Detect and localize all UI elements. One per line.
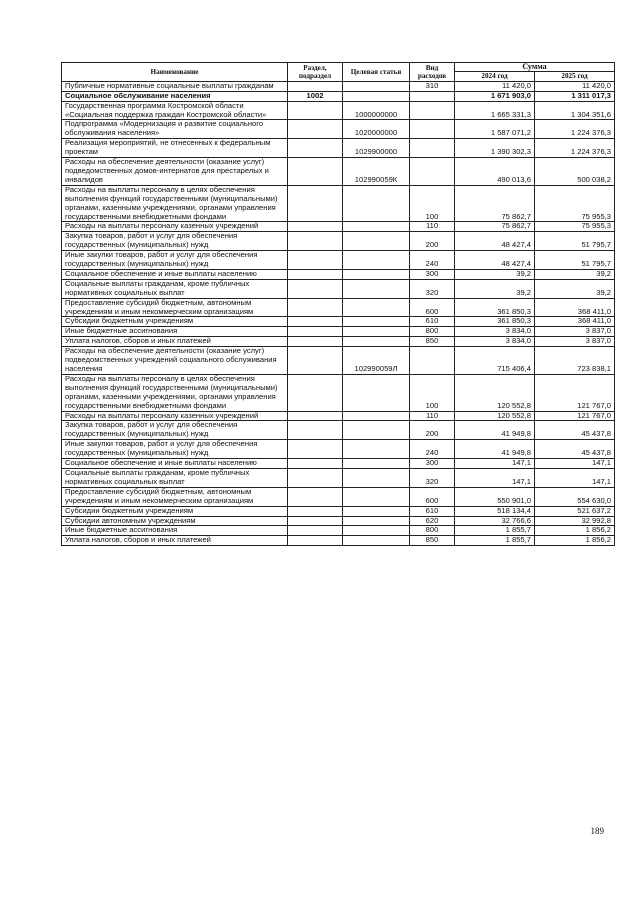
table-row: [62, 536, 615, 546]
row-sum-2024: 1 587 071,2: [455, 120, 535, 139]
row-type: 600: [410, 298, 455, 317]
row-section: [288, 81, 343, 91]
row-target: [343, 468, 410, 487]
row-name: Уплата налогов, сборов и иных платежей: [62, 337, 288, 347]
row-sum-2025: 1 856,2: [535, 536, 615, 546]
table-row: [62, 120, 615, 139]
table-row: [62, 516, 615, 526]
row-section: [288, 269, 343, 279]
table-row: [62, 374, 615, 411]
row-target: [343, 81, 410, 91]
row-target: [343, 279, 410, 298]
row-target: [343, 251, 410, 270]
row-type: 610: [410, 506, 455, 516]
row-sum-2025: 1 311 017,3: [535, 91, 615, 101]
row-type: 110: [410, 222, 455, 232]
row-target: [343, 185, 410, 222]
row-sum-2024: 75 862,7: [455, 222, 535, 232]
row-sum-2024: 147,1: [455, 468, 535, 487]
table-row: [62, 327, 615, 337]
table-row: [62, 81, 615, 91]
header-2025: 2025 год: [535, 72, 615, 81]
table-row: [62, 91, 615, 101]
row-sum-2024: 39,2: [455, 269, 535, 279]
row-type: 800: [410, 327, 455, 337]
row-sum-2025: 723 838,1: [535, 347, 615, 375]
row-name: Расходы на обеспечение деятельности (оказание услуг) подведомственных домов-интернатов для престарелых и инвалидов: [62, 158, 288, 186]
row-sum-2025: 147,1: [535, 468, 615, 487]
row-sum-2025: 75 955,3: [535, 222, 615, 232]
row-type: 200: [410, 232, 455, 251]
row-target: 1020000000: [343, 120, 410, 139]
row-sum-2024: 120 552,8: [455, 374, 535, 411]
row-type: 320: [410, 468, 455, 487]
table-row: [62, 158, 615, 186]
table-row: [62, 526, 615, 536]
row-sum-2025: 554 630,0: [535, 487, 615, 506]
row-sum-2025: 39,2: [535, 269, 615, 279]
table-row: [62, 298, 615, 317]
table-row: [62, 459, 615, 469]
table-row: [62, 421, 615, 440]
row-type: 620: [410, 516, 455, 526]
row-sum-2024: 550 901,0: [455, 487, 535, 506]
row-target: [343, 536, 410, 546]
row-name: Реализация мероприятий, не отнесенных к федеральным проектам: [62, 139, 288, 158]
row-name: Иные закупки товаров, работ и услуг для обеспечения государственных (муниципальных) нужд: [62, 440, 288, 459]
row-sum-2024: 3 834,0: [455, 327, 535, 337]
row-sum-2025: 75 955,3: [535, 185, 615, 222]
row-sum-2024: 490 013,6: [455, 158, 535, 186]
row-type: [410, 158, 455, 186]
row-sum-2024: 41 949,8: [455, 421, 535, 440]
row-sum-2025: 3 837,0: [535, 327, 615, 337]
row-type: [410, 101, 455, 120]
row-section: [288, 101, 343, 120]
row-sum-2025: 500 038,2: [535, 158, 615, 186]
row-sum-2025: 147,1: [535, 459, 615, 469]
row-type: 240: [410, 251, 455, 270]
row-name: Государственная программа Костромской области «Социальная поддержка граждан Костромской области»: [62, 101, 288, 120]
row-sum-2025: 32 992,8: [535, 516, 615, 526]
row-section: [288, 158, 343, 186]
table-row: [62, 222, 615, 232]
row-target: [343, 440, 410, 459]
table-row: [62, 468, 615, 487]
table-row: [62, 269, 615, 279]
table-row: [62, 506, 615, 516]
row-sum-2024: 41 949,8: [455, 440, 535, 459]
row-section: [288, 526, 343, 536]
row-type: 850: [410, 536, 455, 546]
row-name: Социальное обеспечение и иные выплаты населению: [62, 269, 288, 279]
row-name: Иные бюджетные ассигнования: [62, 327, 288, 337]
row-name: Публичные нормативные социальные выплаты гражданам: [62, 81, 288, 91]
row-name: Субсидии бюджетным учреждениям: [62, 506, 288, 516]
row-target: [343, 91, 410, 101]
row-sum-2025: 45 437,8: [535, 440, 615, 459]
table-header: [62, 63, 615, 82]
row-sum-2025: 51 795,7: [535, 251, 615, 270]
row-sum-2025: 1 224 376,3: [535, 120, 615, 139]
row-sum-2025: 3 837,0: [535, 337, 615, 347]
row-sum-2024: 120 552,8: [455, 411, 535, 421]
row-type: 600: [410, 487, 455, 506]
row-sum-2024: 715 406,4: [455, 347, 535, 375]
header-section: Раздел, подраздел: [288, 63, 343, 82]
row-name: Социальные выплаты гражданам, кроме публичных нормативных социальных выплат: [62, 279, 288, 298]
header-sum: Сумма: [455, 63, 615, 72]
row-target: [343, 421, 410, 440]
row-type: 850: [410, 337, 455, 347]
row-target: [343, 298, 410, 317]
header-name: Наименование: [62, 63, 288, 82]
row-name: Субсидии бюджетным учреждениям: [62, 317, 288, 327]
row-type: 110: [410, 411, 455, 421]
row-sum-2024: 75 862,7: [455, 185, 535, 222]
row-section: [288, 139, 343, 158]
row-target: [343, 317, 410, 327]
row-section: [288, 506, 343, 516]
row-section: [288, 374, 343, 411]
row-target: 102990059Л: [343, 347, 410, 375]
table-row: [62, 411, 615, 421]
row-sum-2025: 521 637,2: [535, 506, 615, 516]
page-number: 189: [590, 826, 604, 836]
row-name: Иные бюджетные ассигнования: [62, 526, 288, 536]
row-name: Закупка товаров, работ и услуг для обеспечения государственных (муниципальных) нужд: [62, 421, 288, 440]
row-type: 100: [410, 185, 455, 222]
row-type: [410, 120, 455, 139]
row-section: [288, 279, 343, 298]
budget-table: [61, 62, 615, 546]
row-sum-2024: 1 390 302,3: [455, 139, 535, 158]
row-name: Расходы на выплаты персоналу казенных учреждений: [62, 411, 288, 421]
row-sum-2025: 1 304 351,6: [535, 101, 615, 120]
row-target: [343, 374, 410, 411]
row-sum-2024: 1 855,7: [455, 536, 535, 546]
row-sum-2025: 11 420,0: [535, 81, 615, 91]
row-section: [288, 317, 343, 327]
row-target: [343, 222, 410, 232]
header-target: Целевая статья: [343, 63, 410, 82]
row-sum-2025: 45 437,8: [535, 421, 615, 440]
row-section: [288, 232, 343, 251]
row-type: 100: [410, 374, 455, 411]
row-sum-2024: 32 766,6: [455, 516, 535, 526]
row-section: [288, 440, 343, 459]
row-section: [288, 421, 343, 440]
table-row: [62, 279, 615, 298]
row-type: 800: [410, 526, 455, 536]
row-sum-2024: 361 850,3: [455, 298, 535, 317]
header-2024: 2024 год: [455, 72, 535, 81]
row-type: 300: [410, 269, 455, 279]
row-target: [343, 411, 410, 421]
row-type: 310: [410, 81, 455, 91]
table-row: [62, 317, 615, 327]
row-sum-2024: 1 855,7: [455, 526, 535, 536]
row-target: 1000000000: [343, 101, 410, 120]
row-section: [288, 487, 343, 506]
table-row: [62, 337, 615, 347]
row-section: [288, 185, 343, 222]
row-section: [288, 222, 343, 232]
table-row: [62, 251, 615, 270]
row-type: 200: [410, 421, 455, 440]
row-sum-2024: 11 420,0: [455, 81, 535, 91]
row-name: Иные закупки товаров, работ и услуг для обеспечения государственных (муниципальных) нужд: [62, 251, 288, 270]
row-sum-2025: 39,2: [535, 279, 615, 298]
row-section: [288, 120, 343, 139]
row-type: 300: [410, 459, 455, 469]
row-target: 1029900000: [343, 139, 410, 158]
row-name: Социальные выплаты гражданам, кроме публичных нормативных социальных выплат: [62, 468, 288, 487]
row-name: Расходы на выплаты персоналу в целях обеспечения выполнения функций государственными (муниципальными) органами, казенными учреждениями, органами управления государственными внебюджетными фондами: [62, 185, 288, 222]
row-type: 320: [410, 279, 455, 298]
row-sum-2024: 518 134,4: [455, 506, 535, 516]
row-target: [343, 269, 410, 279]
row-name: Расходы на выплаты персоналу казенных учреждений: [62, 222, 288, 232]
row-section: [288, 251, 343, 270]
row-type: [410, 91, 455, 101]
row-sum-2024: 1 671 903,0: [455, 91, 535, 101]
row-section: [288, 536, 343, 546]
row-target: [343, 516, 410, 526]
row-sum-2024: 3 834,0: [455, 337, 535, 347]
row-name: Подпрограмма «Модернизация и развитие социального обслуживания населения»: [62, 120, 288, 139]
row-sum-2025: 1 224 376,3: [535, 139, 615, 158]
row-sum-2025: 368 411,0: [535, 298, 615, 317]
row-sum-2024: 48 427,4: [455, 251, 535, 270]
table-row: [62, 347, 615, 375]
row-name: Уплата налогов, сборов и иных платежей: [62, 536, 288, 546]
row-name: Расходы на выплаты персоналу в целях обеспечения выполнения функций государственными (муниципальными) органами, казенными учреждениями, органами управления государственными внебюджетными фондами: [62, 374, 288, 411]
row-target: 102990059К: [343, 158, 410, 186]
row-target: [343, 232, 410, 251]
row-section: 1002: [288, 91, 343, 101]
row-section: [288, 411, 343, 421]
row-name: Социальное обеспечение и иные выплаты населению: [62, 459, 288, 469]
row-sum-2025: 1 856,2: [535, 526, 615, 536]
table-row: [62, 101, 615, 120]
row-section: [288, 459, 343, 469]
row-target: [343, 526, 410, 536]
row-section: [288, 337, 343, 347]
row-sum-2024: 1 665 331,3: [455, 101, 535, 120]
row-type: [410, 139, 455, 158]
row-sum-2024: 361 850,3: [455, 317, 535, 327]
row-section: [288, 327, 343, 337]
table-row: [62, 232, 615, 251]
table-body: [62, 81, 615, 545]
header-type: Вид расходов: [410, 63, 455, 82]
row-sum-2025: 121 767,0: [535, 374, 615, 411]
row-sum-2025: 121 767,0: [535, 411, 615, 421]
row-section: [288, 298, 343, 317]
row-sum-2025: 51 795,7: [535, 232, 615, 251]
header-row: [62, 63, 615, 72]
row-name: Социальное обслуживание населения: [62, 91, 288, 101]
row-target: [343, 327, 410, 337]
row-name: Расходы на обеспечение деятельности (оказание услуг) подведомственных учреждений социального обслуживания населения: [62, 347, 288, 375]
row-section: [288, 516, 343, 526]
row-sum-2024: 48 427,4: [455, 232, 535, 251]
row-target: [343, 337, 410, 347]
row-target: [343, 506, 410, 516]
table-row: [62, 139, 615, 158]
row-name: Предоставление субсидий бюджетным, автономным учреждениям и иным некоммерческим организациям: [62, 298, 288, 317]
row-section: [288, 347, 343, 375]
row-name: Предоставление субсидий бюджетным, автономным учреждениям и иным некоммерческим организациям: [62, 487, 288, 506]
row-sum-2024: 39,2: [455, 279, 535, 298]
row-type: 610: [410, 317, 455, 327]
row-type: 240: [410, 440, 455, 459]
row-section: [288, 468, 343, 487]
table-row: [62, 440, 615, 459]
row-name: Субсидии автономным учреждениям: [62, 516, 288, 526]
row-sum-2025: 368 411,0: [535, 317, 615, 327]
row-target: [343, 459, 410, 469]
table-row: [62, 185, 615, 222]
row-target: [343, 487, 410, 506]
row-sum-2024: 147,1: [455, 459, 535, 469]
row-name: Закупка товаров, работ и услуг для обеспечения государственных (муниципальных) нужд: [62, 232, 288, 251]
row-type: [410, 347, 455, 375]
table-row: [62, 487, 615, 506]
